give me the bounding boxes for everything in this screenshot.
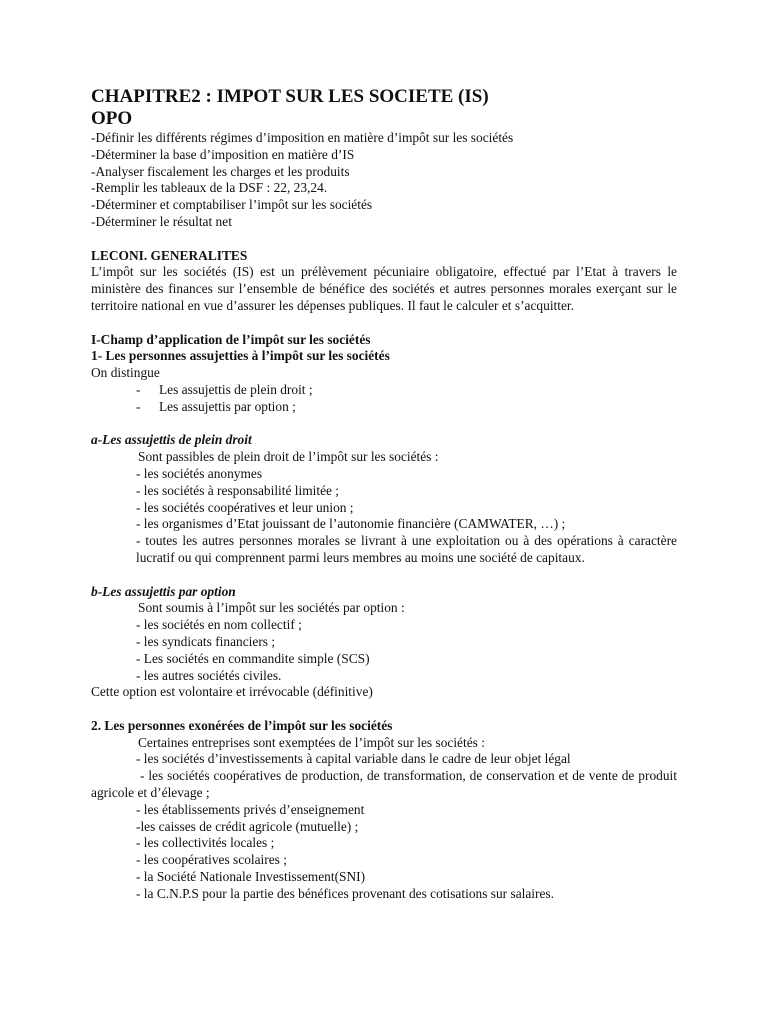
list-item: - Les assujettis par option ; bbox=[136, 398, 296, 414]
lesson-title: LECONI. GENERALITES bbox=[91, 247, 248, 263]
objective-item: -Déterminer le résultat net bbox=[91, 213, 232, 229]
objective-item: -Déterminer et comptabiliser l’impôt sur les sociétés bbox=[91, 197, 373, 213]
opo-title: OPO bbox=[91, 108, 133, 129]
objective-item: -Remplir les tableaux de la DSF : 22, 23,24. bbox=[91, 180, 328, 196]
subsection-intro: Sont soumis à l’impôt sur les sociétés par option : bbox=[138, 600, 405, 616]
list-item: - Les assujettis de plein droit ; bbox=[136, 381, 313, 397]
list-item: -les caisses de crédit agricole (mutuelle) ; bbox=[136, 818, 359, 834]
document-page bbox=[91, 86, 677, 903]
subsection-title: b-Les assujettis par option bbox=[91, 583, 236, 599]
note-text: Cette option est volontaire et irrévocable (définitive) bbox=[91, 684, 373, 700]
list-item: - les syndicats financiers ; bbox=[136, 633, 276, 649]
subsection-intro: On distingue bbox=[91, 365, 160, 381]
subsection-intro: Certaines entreprises sont exemptées de l’impôt sur les sociétés : bbox=[138, 734, 485, 750]
objective-item: -Analyser fiscalement les charges et les produits bbox=[91, 163, 350, 179]
objective-item: -Déterminer la base d’imposition en matière d’IS bbox=[91, 146, 355, 162]
list-item: - les sociétés à responsabilité limitée ; bbox=[136, 482, 340, 498]
list-item: - Les sociétés en commandite simple (SCS) bbox=[136, 650, 370, 666]
list-item-text: Les assujettis de plein droit ; bbox=[159, 381, 313, 397]
spacer bbox=[91, 567, 677, 584]
list-item: - les établissements privés d’enseignement bbox=[136, 801, 365, 817]
list-item: - les sociétés coopératives et leur union ; bbox=[136, 499, 354, 515]
list-item: - toutes les autres personnes morales se livrant à une exploitation ou à des opérations à caractère lucratif ou qui comprennent parmi leurs membres au moins une société de capitaux. bbox=[136, 533, 677, 565]
objective-item: -Définir les différents régimes d’imposition en matière d’impôt sur les sociétés bbox=[91, 130, 514, 145]
list-item-text: - les sociétés coopératives de production, de transformation, de conservation et de vente de produit agricole et d’élevage ; bbox=[91, 768, 677, 801]
subsection-title: 1- Les personnes assujetties à l’impôt sur les sociétés bbox=[91, 348, 390, 364]
list-item bbox=[91, 768, 677, 802]
spacer bbox=[91, 315, 677, 332]
list-item: - les sociétés anonymes bbox=[136, 465, 263, 481]
lesson-paragraph: L’impôt sur les sociétés (IS) est un prélèvement pécuniaire obligatoire, effectué par l’Etat à travers le ministère des finances sur l’ensemble de bénéfice des sociétés et autres personnes morales exerçant sur le territoire national en vue d’assurer les dépenses publiques. Il faut le calculer et s’acquitter. bbox=[91, 264, 677, 313]
list-item: - les collectivités locales ; bbox=[136, 835, 275, 851]
list-item-text: Les assujettis par option ; bbox=[159, 398, 296, 414]
list-item: - les autres sociétés civiles. bbox=[136, 667, 282, 683]
chapter-title: CHAPITRE2 : IMPOT SUR LES SOCIETE (IS) bbox=[91, 86, 489, 107]
subsection-intro: Sont passibles de plein droit de l’impôt sur les sociétés : bbox=[138, 449, 439, 465]
list-item: - la Société Nationale Investissement(SNI) bbox=[136, 869, 366, 885]
subsection-title: a-Les assujettis de plein droit bbox=[91, 432, 252, 448]
spacer bbox=[91, 416, 677, 433]
section-title: I-Champ d’application de l’impôt sur les sociétés bbox=[91, 331, 371, 347]
objectives-list bbox=[91, 130, 677, 231]
list-item: - les organismes d’Etat jouissant de l’autonomie financière (CAMWATER, …) ; bbox=[136, 516, 566, 532]
spacer bbox=[91, 701, 677, 718]
list-item: - les coopératives scolaires ; bbox=[136, 852, 287, 868]
list-item: - la C.N.P.S pour la partie des bénéfices provenant des cotisations sur salaires. bbox=[136, 885, 554, 901]
spacer bbox=[91, 231, 677, 248]
list-item: - les sociétés d’investissements à capital variable dans le cadre de leur objet légal bbox=[136, 751, 571, 767]
list-item: - les sociétés en nom collectif ; bbox=[136, 617, 302, 633]
subsection-title: 2. Les personnes exonérées de l’impôt sur les sociétés bbox=[91, 717, 393, 733]
